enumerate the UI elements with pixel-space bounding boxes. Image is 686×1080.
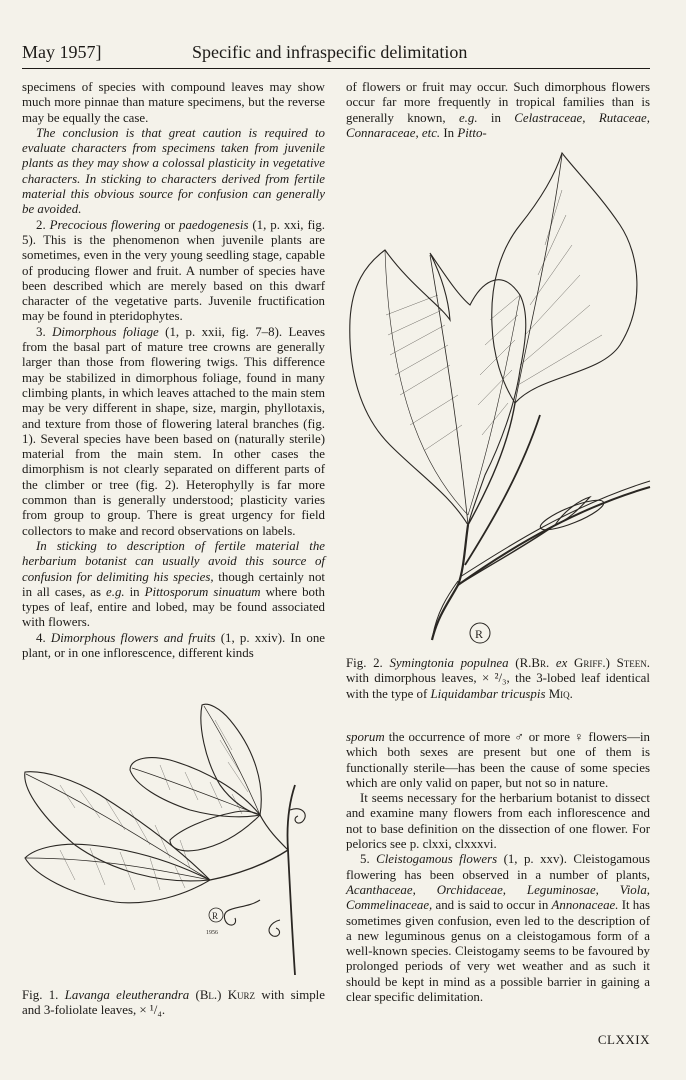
paragraph: 4. Dimorphous flowers and fruits (1, p. xxiv). In one plant, or in one inflorescence, different kinds (22, 630, 325, 660)
paragraph: It seems necessary for the herbarium botanist to dissect and examine many flowers from each inflorescence and not to base definition on the dissection of one flower. For pelorics see p. clxxi, clxxxvi. (346, 791, 650, 852)
paragraph: of flowers or fruit may occur. Such dimorphous flowers occur far more frequently in tropical families than is generally known, e.g. in Celastraceae, Rutaceae, Connaraceae, etc. In Pitto- (346, 80, 650, 140)
paragraph: 3. Dimorphous foliage (1, p. xxii, fig. 7–8). Leaves from the basal part of mature tree crowns are generally larger than those from flowering twigs. This difference may be stabilized in dimorphous foliage, found in many climbing plants, in which leaves attached to the main stem may be very different in shape, size, margin, phyllotaxis, and texture from those of flowering lateral branches (fig. 1). Several species have been based on (naturally sterile) material from the main stem. In other cases the dimorphism is not clearly separated on different parts of the climber or tree (fig. 2). Heterophylly is far more common than is generally understood; plasticity varies from group to group. There is great urgency for field collectors to make and record observations on labels. (22, 324, 325, 538)
figure-1-illustration (20, 690, 326, 980)
paragraph: 5. Cleistogamous flowers (1, p. xxv). Cleistogamous flowering has been observed in a number of plants, Acanthaceae, Orchidaceae, Leguminosae, Viola, Commelinaceae, and is said to occur in Annonaceae. It has sometimes given confusion, even led to the description of a new leguminous genus on a cleistogamous form of a well-known species. Cleistogamy seems to be favoured by prolonged periods of very wet weather and as such it should be kept in mind as a possible barrier in gaining a clear specific delimitation. (346, 852, 650, 1005)
page-number: CLXXIX (597, 1032, 650, 1047)
svg-text:1956: 1956 (206, 930, 218, 936)
header-title: Specific and infraspecific delimitation (192, 42, 468, 62)
paragraph: 2. Precocious flowering or paedogenesis (1, p. xxi, fig. 5). This is the phenomenon when juvenile plants are sometimes, even in the very young seedling stage, capable of producing flower and fruit. A number of species have been described which are merely based on this dwarf character of the vegetative parts. Juvenile fructification may be found in pteridophytes. (22, 217, 325, 324)
figure-2-illustration (340, 145, 660, 650)
right-column-bottom (346, 730, 650, 1005)
monogram-mark (470, 623, 490, 643)
left-column (22, 80, 325, 661)
monogram-mark (206, 908, 223, 936)
svg-text:R: R (475, 627, 484, 641)
right-column-top (346, 80, 650, 141)
paragraph: specimens of species with compound leaves may show much more pinnae than mature specimens, but the reverse may be equally the case. (22, 80, 325, 125)
paragraph: In sticking to description of fertile material the herbarium botanist can usually avoid this source of confusion for delimiting his species, though certainly not in all cases, as e.g. in Pittosporum sinuatum where both types of leaf, entire and lobed, may be found associated with flowers. (22, 538, 326, 630)
header-date: May 1957] (22, 42, 102, 62)
figure-1-caption: Fig. 1. Lavanga eleutherandra (Bl.) Kurz with simple and 3-foliolate leaves, × ¹/₄. (22, 988, 325, 1018)
paragraph: sporum the occurrence of more ♂ or more ♀ flowers—in which both sexes are present but one of them is functionally sterile—has been the cause of some species which are only valid on paper, but not so in nature. (346, 730, 650, 790)
paragraph: The conclusion is that great caution is required to evaluate characters from specimens taken from juvenile plants as they may show a colossal plasticity in vegetative characters. In sticking to characters derived from fertile material this obvious source for confusion can generally be avoided. (22, 125, 325, 217)
figure-2-caption: Fig. 2. Symingtonia populnea (R.Br. ex Griff.) Steen. with dimorphous leaves, × ²/₃, the 3-lobed leaf identical with the type of Liquidambar tricuspis Miq. (346, 656, 650, 701)
svg-text:R: R (212, 911, 219, 921)
running-header (22, 38, 650, 69)
